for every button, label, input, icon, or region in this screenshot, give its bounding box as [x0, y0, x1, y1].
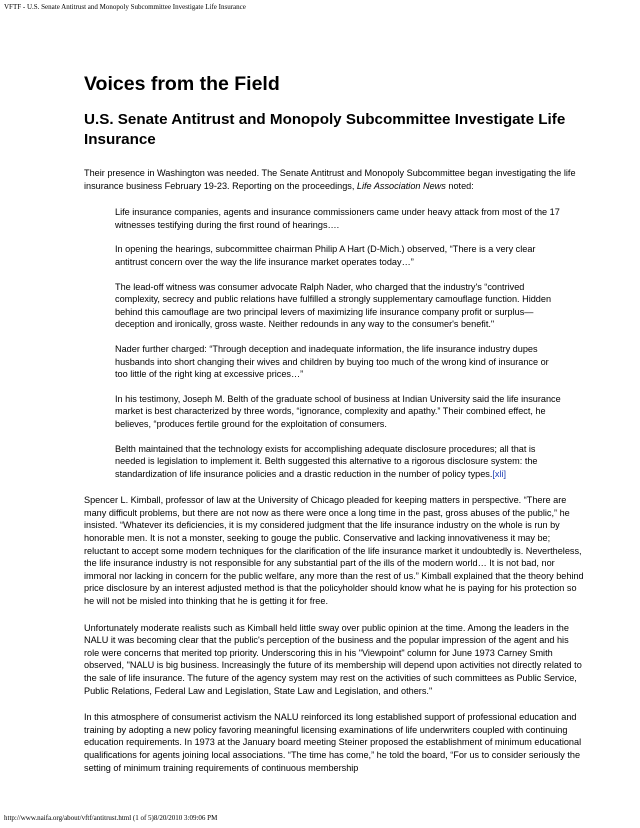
- quote-paragraph: In his testimony, Joseph M. Belth of the graduate school of business at Indian University said the life insurance market is best characterized by three words, “ignorance, complexity and apathy.” Their combined effect, he believes, “produces fertile ground for the exploitation of consumers.: [115, 393, 561, 429]
- body-paragraph: Unfortunately moderate realists such as Kimball held little sway over public opinion at the time. Among the leaders in the NALU it was becoming clear that the public's perception of the business and the popular impression of the agent and his role were concerns that merited top priority. Underscoring this in his "Viewpoint" column for June 1973 Carney Smith observed, "NALU is big business. Increasingly the future of its membership will depend upon activities not directly related to the sale of life insurance. The future of the agency system may rest on the activities of such committees as Public Service, Public Relations, Federal Law and Legislation, State Law and Legislation, and others.": [84, 622, 582, 696]
- intro-tail: noted:: [445, 180, 474, 191]
- quote-text: Belth maintained that the technology exists for accomplishing adequate disclosure procedures; all that is needed is legislation to implement it. Belth suggested this alternative to a rigorous disclosure system: the standardization of life insurance policies and a drastic reduction in the number of policy types.: [115, 443, 538, 479]
- article: [84, 72, 584, 774]
- quote-paragraph: The lead-off witness was consumer advocate Ralph Nader, who charged that the industry's “contrived complexity, secrecy and public relations have fulfilled a strongly supplementary camouflage function. Hidden behind this camouflage are two principal levers of maximizing life insurance company profit or surplus—deception and ironically, gross waste. Neither redounds in any way to the consumer's benefit.": [115, 281, 552, 330]
- block-quote: [115, 206, 562, 480]
- footnote-link[interactable]: [xli]: [492, 468, 507, 479]
- source-publication: Life Association News: [356, 180, 446, 191]
- body-paragraph: In this atmosphere of consumerist activism the NALU reinforced its long established support of professional education and training by adopting a new policy favoring meaningful licensing examinations of life underwriters coupled with continuing education requirements. In 1973 at the January board meeting Steiner proposed the establishment of minimum educational qualifications for agents joining local associations. “The time has come,” he told the board, “For us to consider seriously the setting of minimum training requirements of continuous membership: [84, 712, 582, 773]
- print-header: VFTF - U.S. Senate Antitrust and Monopoly Subcommittee Investigate Life Insurance: [4, 3, 246, 11]
- page-title: Voices from the Field: [84, 73, 280, 95]
- quote-paragraph: [115, 443, 562, 481]
- article-subtitle: U.S. Senate Antitrust and Monopoly Subcommittee Investigate Life Insurance: [84, 111, 566, 148]
- quote-paragraph: In opening the hearings, subcommittee chairman Philip A Hart (D-Mich.) observed, “There is a very clear antitrust concern over the way the life insurance market operates today…”: [115, 244, 536, 267]
- print-footer: http://www.naifa.org/about/vftf/antitrust.html (1 of 5)8/20/2010 3:09:06 PM: [4, 814, 218, 822]
- quote-paragraph: Nader further charged: “Through deception and inadequate information, the life insurance industry dupes husbands into short changing their wives and children by buying too much of the wrong kind of insurance or too little of the right king at excessive prices…”: [115, 343, 549, 380]
- body-paragraph: Spencer L. Kimball, professor of law at the University of Chicago pleaded for keeping matters in perspective. “There are many difficult problems, but there are not now as there were once a long time in the past, gross abuses of the public,” he insisted. “Whatever its deficiencies, it is my considered judgment that the life insurance industry on the whole is run by honorable men. It is not a monster, seeking to gouge the public. Conservative and lacking innovativeness it may be; reluctant to accept some modern techniques for the clarification of the life insurance market it undoubtedly is. Nevertheless, the life insurance industry is not responsible for any substantial part of the ills of the modern world… It is not bad, nor immoral nor lacking in concern for the public welfare, any more than the rest of us.” Kimball explained that the theory behind price disclosure by an interest adjusted method is that the policyholder should know what he is paying for his protection so he will not be misled into thinking that he is getting it for free.: [84, 495, 584, 607]
- quote-paragraph: Life insurance companies, agents and insurance commissioners came under heavy attack from most of the 17 witnesses testifying during the first round of hearings….: [115, 207, 560, 230]
- intro-text: Their presence in Washington was needed. The Senate Antitrust and Monopoly Subcommittee began investigating the life insurance business February 19-23. Reporting on the proceedings,: [84, 168, 576, 191]
- intro-paragraph: [84, 167, 584, 192]
